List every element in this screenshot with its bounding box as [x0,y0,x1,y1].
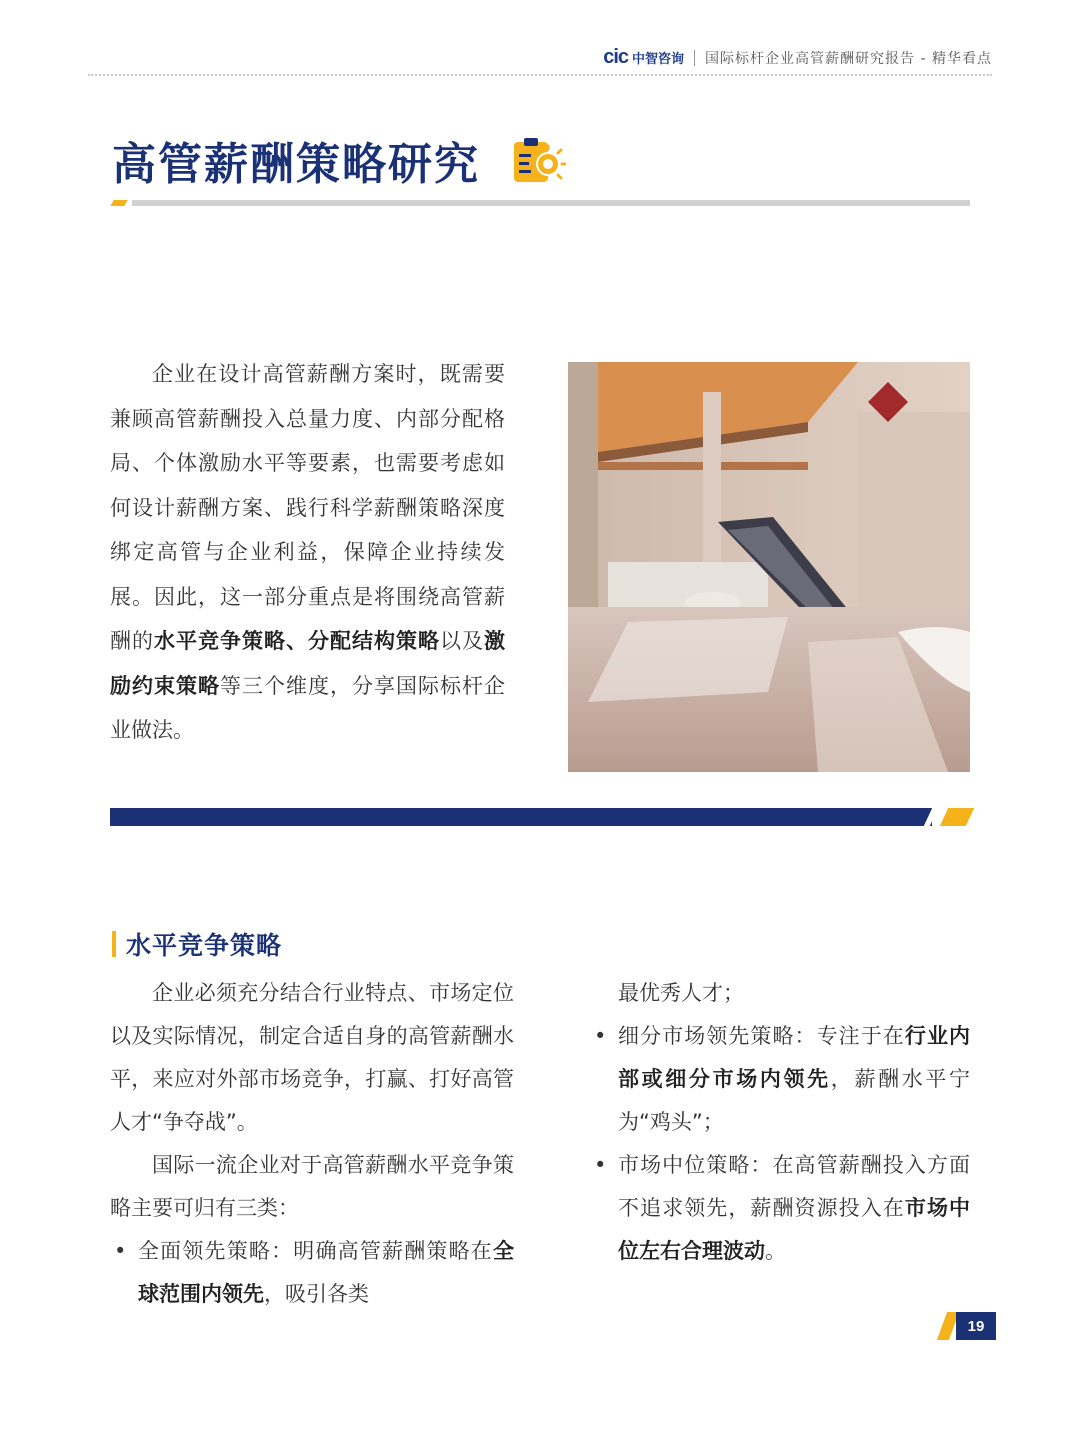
header-divider [694,50,695,66]
bullet-dot: • [594,1024,607,1048]
banner-gold-accent [940,808,974,826]
logo-mark: cic [603,46,629,68]
bullet-3-text-a: 市场中位策略：在高管薪酬投入方面不追求领先，薪酬资源投入在 [618,1153,970,1220]
section-divider-banner [110,808,970,826]
page-header [603,46,992,69]
bullet-2-text-a: 细分市场领先策略：专注于在 [618,1024,905,1048]
bullet-2-highlight: 行业内部或细分市场内领先 [618,1024,971,1091]
bullet-1-highlight: 全球范围内领先 [138,1239,514,1306]
left-column [110,972,514,1316]
intro-highlight-1: 水平竞争策略、分配结构策略 [154,629,440,653]
section-title: 水平竞争策略 [126,931,283,960]
right-column [590,972,970,1273]
header-dotted-rule [88,74,992,76]
bullet-2-text-b: ，薪酬水平宁为“鸡头”； [618,1067,971,1134]
page-number: 19 [956,1312,996,1340]
left-paragraph-2: 国际一流企业对于高管薪酬水平竞争策略主要可归有三类： [110,1153,514,1220]
section-heading-bar [112,931,116,957]
intro-paragraph [110,352,505,753]
logo-text: 中智咨询 [632,52,685,67]
intro-text-2: 以及 [440,629,484,653]
bullet-item-2 [590,1015,970,1144]
intro-text-3: 等三个维度，分享国际标杆企业做法。 [110,673,505,742]
left-paragraph-1: 企业必须充分结合行业特点、市场定位以及实际情况，制定合适自身的高管薪酬水平，来应对外部市场竞争，打赢、打好高管人才“争夺战”。 [110,981,514,1134]
bullet-item-1 [110,1230,514,1316]
title-underline-bar [132,200,970,206]
bullet-3-highlight: 市场中位左右合理波动 [618,1196,971,1263]
bullet-3-text-b: 。 [765,1239,786,1263]
intro-text-1: 企业在设计高管薪酬方案时，既需要兼顾高管薪酬投入总量力度、内部分配格局、个体激励水平等要素，也需要考虑如何设计薪酬方案、践行科学薪酬策略深度绑定高管与企业利益，保障企业持续发展。因此，这一部分重点是将围绕高管薪酬的 [110,362,505,653]
bullet-1-text-b: ，吸引各类 [264,1282,369,1306]
mall-lobby-escalator-photo [568,362,970,772]
page-title: 高管薪酬策略研究 [112,139,480,190]
page-number-badge [942,1312,996,1340]
title-underline [112,200,970,206]
company-logo [603,46,684,69]
bullet-dot: • [594,1153,607,1177]
intro-highlight-2: 激励约束策略 [110,629,505,698]
clipboard-idea-icon [510,134,566,186]
title-underline-accent [110,200,127,206]
bullet-item-3 [590,1144,970,1273]
report-title: 国际标杆企业高管薪酬研究报告 - 精华看点 [705,50,992,67]
banner-navy-bar [110,808,932,826]
section-heading [112,926,282,962]
bullet-1-continuation: 最优秀人才； [618,981,744,1005]
bullet-dot: • [114,1239,127,1263]
bullet-1-text-a: 全面领先策略：明确高管薪酬策略在 [138,1239,493,1263]
